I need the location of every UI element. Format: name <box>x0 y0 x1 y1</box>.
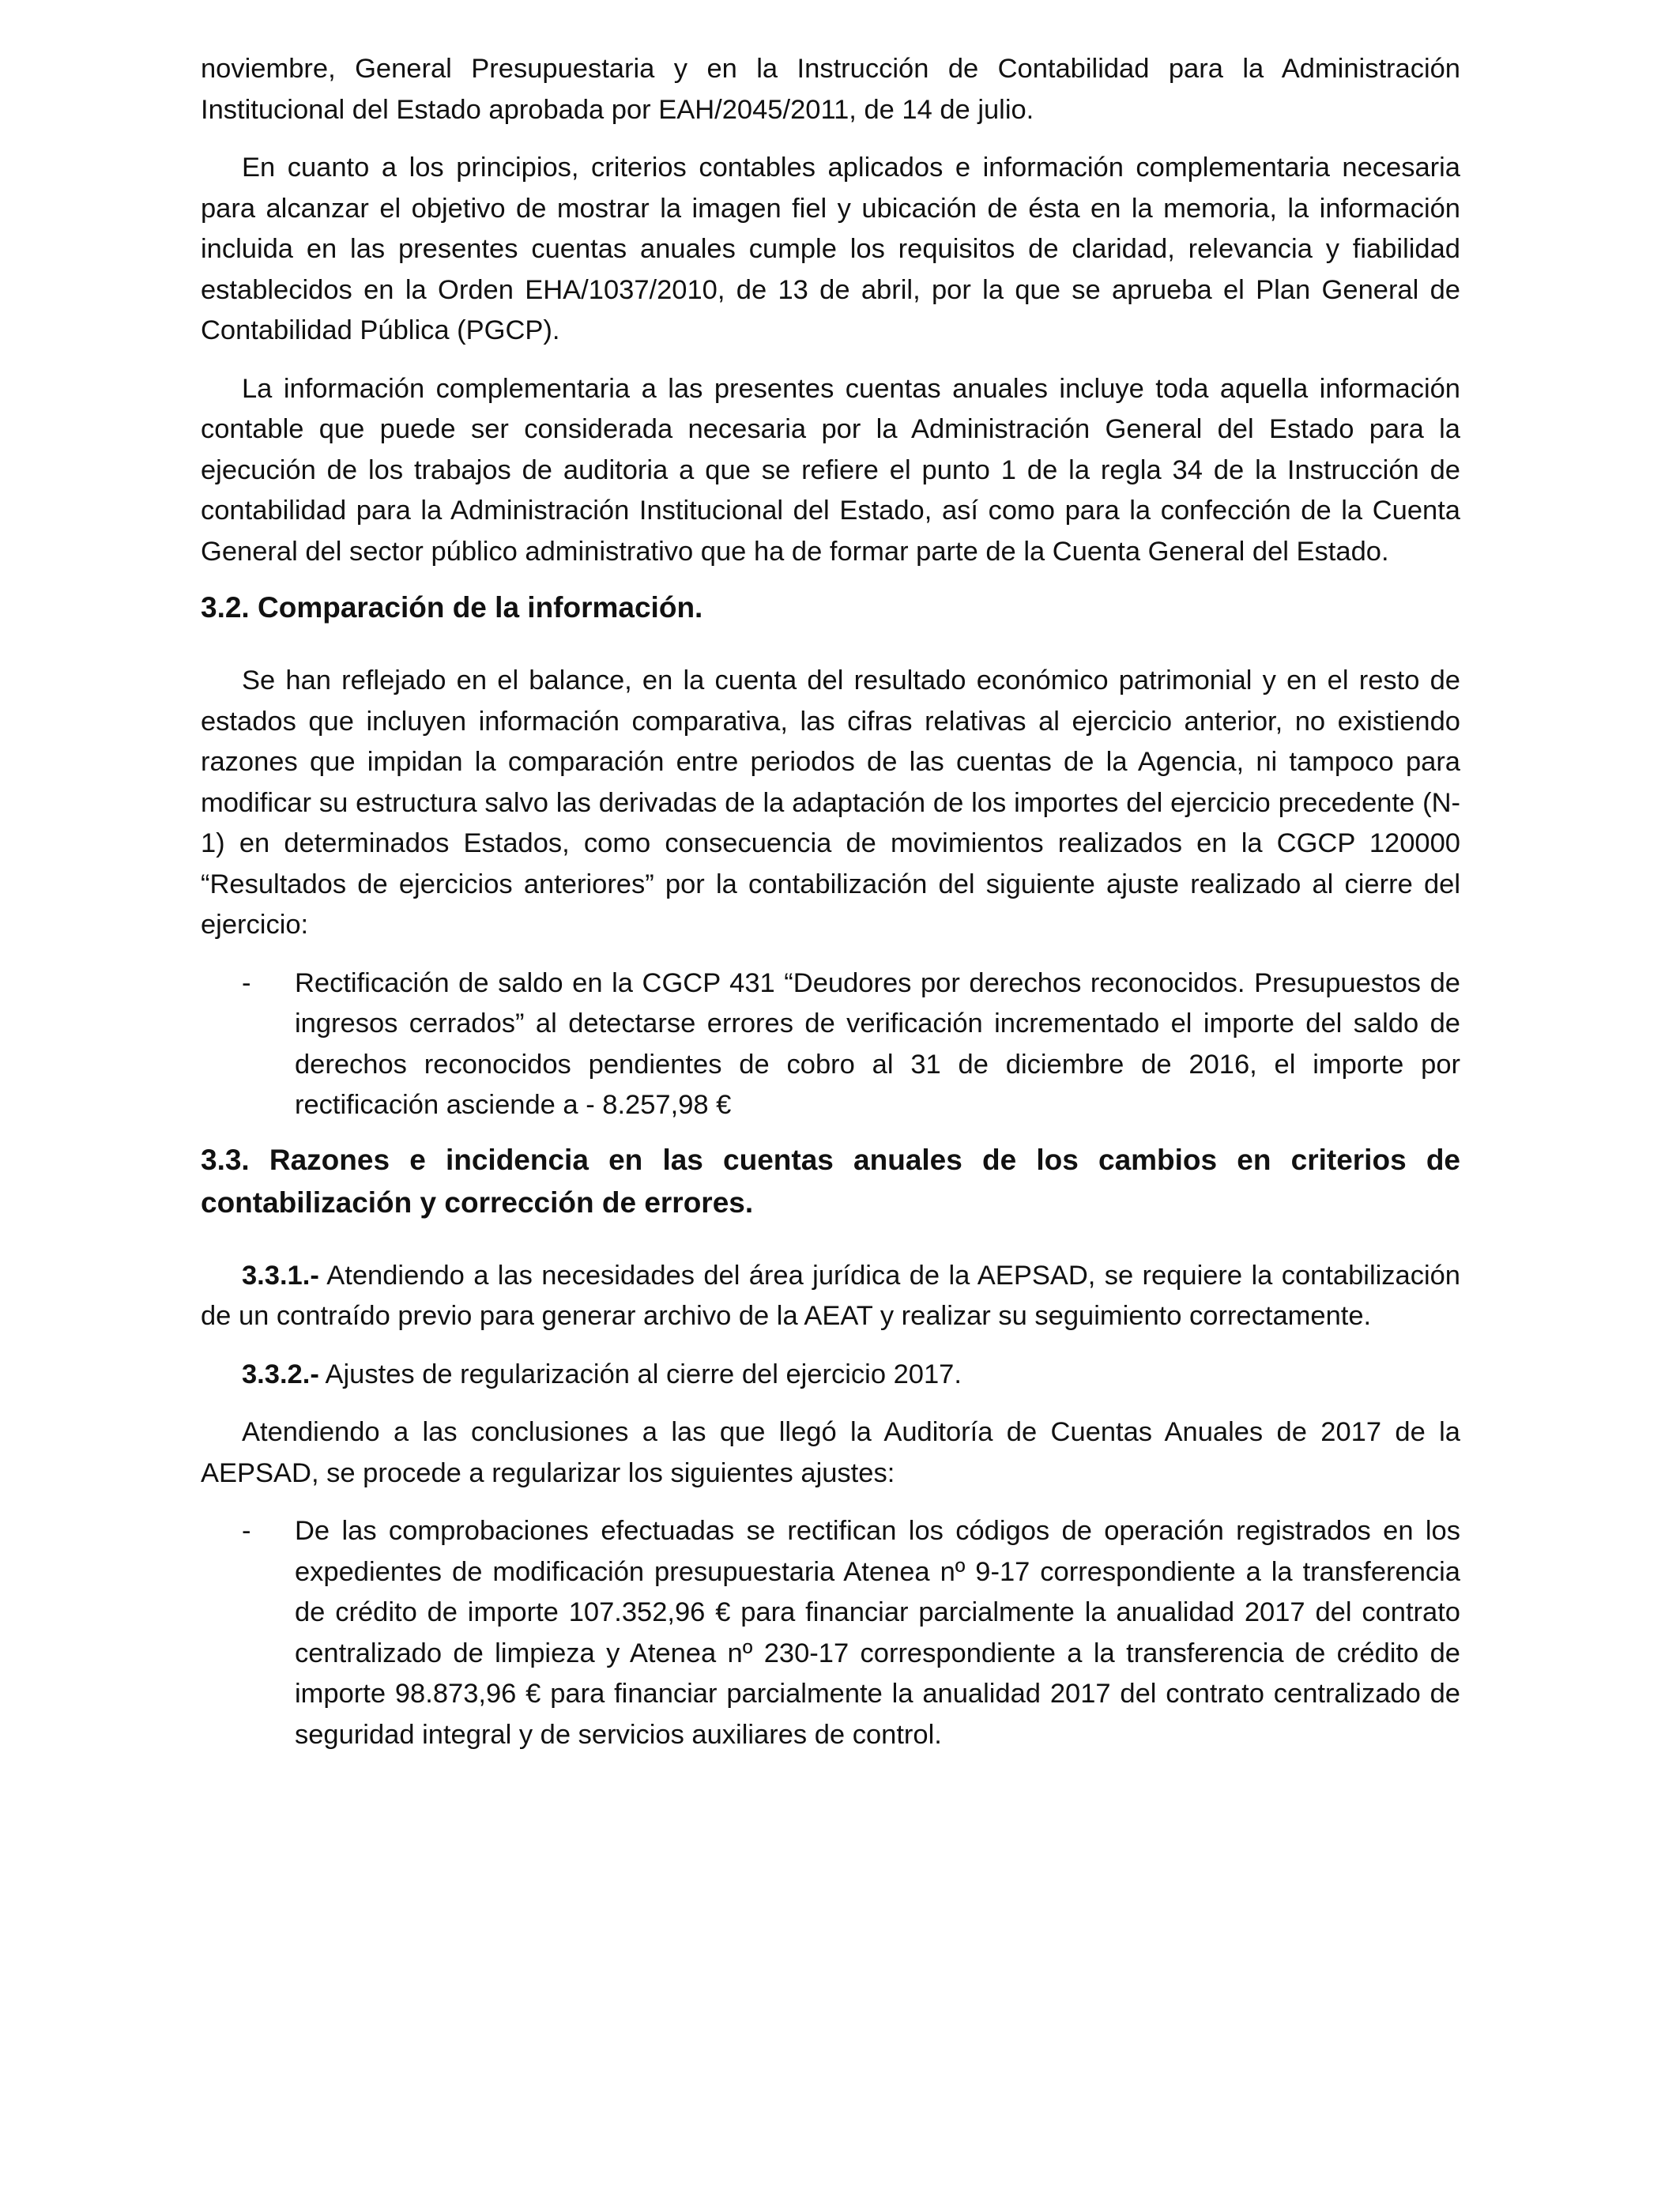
paragraph-complementary-info: La información complementaria a las presentes cuentas anuales incluye toda aquella información contable que puede ser considerada necesaria por la Administración General del Estado para la ejecución de los trabajos de auditoria a que se refiere el punto 1 de la regla 34 de la Instrucción de contabilidad para la Administración Institucional del Estado, así como para la confección de la Cuenta General del sector público administrativo que ha de formar parte de la Cuenta General del Estado. <box>201 373 1460 567</box>
paragraph-audit-conclusions: Atendiendo a las conclusiones a las que llegó la Auditoría de Cuentas Anuales de 2017 de la AEPSAD, se procede a regularizar los siguientes ajustes: <box>201 1417 1460 1488</box>
bullet-dash: - <box>242 1516 251 1546</box>
paragraph-continuation: noviembre, General Presupuestaria y en la Instrucción de Contabilidad para la Administración Institucional del Estado aprobada por EAH/2045/2011, de 14 de julio. <box>201 54 1460 125</box>
subsection-text: Ajustes de regularización al cierre del ejercicio 2017. <box>318 1359 962 1389</box>
bullet-item-rectification <box>201 963 1460 1126</box>
paragraph-comparison: Se han reflejado en el balance, en la cuenta del resultado económico patrimonial y en el resto de estados que incluyen información comparativa, las cifras relativas al ejercicio anterior, no existiendo razones que impidan la comparación entre periodos de las cuentas de la Agencia, ni tampoco para modificar su estructura salvo las derivadas de la adaptación de los importes del ejercicio precedente (N-1) en determinados Estados, como consecuencia de movimientos realizados en la CGCP 120000 “Resultados de ejercicios anteriores” por la contabilización del siguiente ajuste realizado al cierre del ejercicio: <box>201 665 1460 940</box>
paragraph-principles: En cuanto a los principios, criterios contables aplicados e información complementaria necesaria para alcanzar el objetivo de mostrar la imagen fiel y ubicación de ésta en la memoria, la información incluida en las presentes cuentas anuales cumple los requisitos de claridad, relevancia y fiabilidad establecidos en la Orden EHA/1037/2010, de 13 de abril, por la que se aprueba el Plan General de Contabilidad Pública (PGCP). <box>201 153 1460 345</box>
section-heading-3-3: 3.3. Razones e incidencia en las cuentas anuales de los cambios en criterios de contabilización y corrección de errores. <box>201 1143 1460 1219</box>
subsection-label: 3.3.2.- <box>242 1359 319 1389</box>
subsection-3-3-2 <box>201 1355 1460 1396</box>
subsection-label: 3.3.1.- <box>242 1260 319 1291</box>
bullet-item-operation-codes <box>201 1511 1460 1755</box>
bullet-text: De las comprobaciones efectuadas se rectifican los códigos de operación registrados en los expedientes de modificación presupuestaria Atenea nº 9-17 correspondiente a la transferencia de crédito de importe 107.352,96 € para financiar parcialmente la anualidad 2017 del contrato centralizado de limpieza y Atenea nº 230-17 correspondiente a la transferencia de crédito de importe 98.873,96 € para financiar parcialmente la anualidad 2017 del contrato centralizado de seguridad integral y de servicios auxiliares de control. <box>295 1516 1460 1750</box>
subsection-3-3-1 <box>201 1256 1460 1337</box>
document-page <box>201 49 1460 1755</box>
subsection-text: Atendiendo a las necesidades del área jurídica de la AEPSAD, se requiere la contabilización de un contraído previo para generar archivo de la AEAT y realizar su seguimiento correctamente. <box>201 1260 1460 1331</box>
bullet-text: Rectificación de saldo en la CGCP 431 “Deudores por derechos reconocidos. Presupuestos de ingresos cerrados” al detectarse errores de verificación incrementado el importe del saldo de derechos reconocidos pendientes de cobro al 31 de diciembre de 2016, el importe por rectificación asciende a - 8.257,98 € <box>295 967 1460 1120</box>
bullet-dash: - <box>242 967 251 998</box>
section-heading-3-2: 3.2. Comparación de la información. <box>201 591 703 624</box>
